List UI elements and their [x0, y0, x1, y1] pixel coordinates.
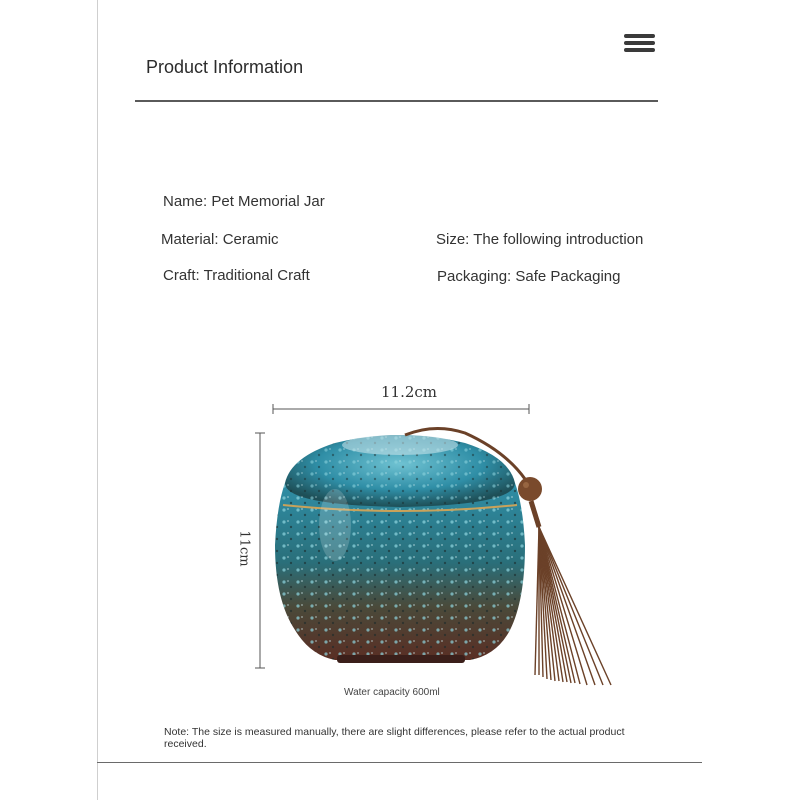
spec-name-value: Pet Memorial Jar — [211, 193, 325, 210]
spec-material — [161, 231, 279, 248]
spec-packaging-label: Packaging: — [437, 268, 512, 285]
bottom-divider — [97, 762, 702, 763]
spec-size-label: Size: — [436, 231, 470, 248]
product-image-jar — [225, 375, 655, 695]
spec-craft-label: Craft: — [163, 267, 200, 284]
menu-bar — [624, 41, 655, 45]
title-divider — [135, 100, 658, 102]
spec-craft — [163, 267, 310, 284]
page-left-border — [97, 0, 98, 800]
width-dimension-line — [273, 404, 529, 414]
spec-packaging — [437, 268, 620, 285]
spec-size-value: The following introduction — [473, 231, 644, 248]
height-dimension-line — [255, 433, 265, 668]
spec-name-label: Name: — [163, 193, 208, 210]
menu-bar — [624, 48, 655, 52]
menu-bar — [624, 34, 655, 38]
spec-material-label: Material: — [161, 231, 219, 248]
page-title: Product Information — [146, 57, 304, 77]
width-dimension-label: 11.2cm — [381, 383, 438, 401]
spec-material-value: Ceramic — [222, 231, 279, 248]
height-dimension-label: 11cm — [236, 530, 252, 567]
spec-craft-value: Traditional Craft — [203, 267, 310, 284]
spec-size — [436, 231, 643, 248]
capacity-caption: Water capacity 600ml — [344, 687, 440, 698]
spec-name — [163, 193, 325, 210]
hamburger-menu-icon[interactable] — [624, 34, 656, 54]
size-note: Note: The size is measured manually, there are slight differences, please refer to the actual product received. — [164, 726, 625, 750]
spec-packaging-value: Safe Packaging — [515, 268, 621, 285]
